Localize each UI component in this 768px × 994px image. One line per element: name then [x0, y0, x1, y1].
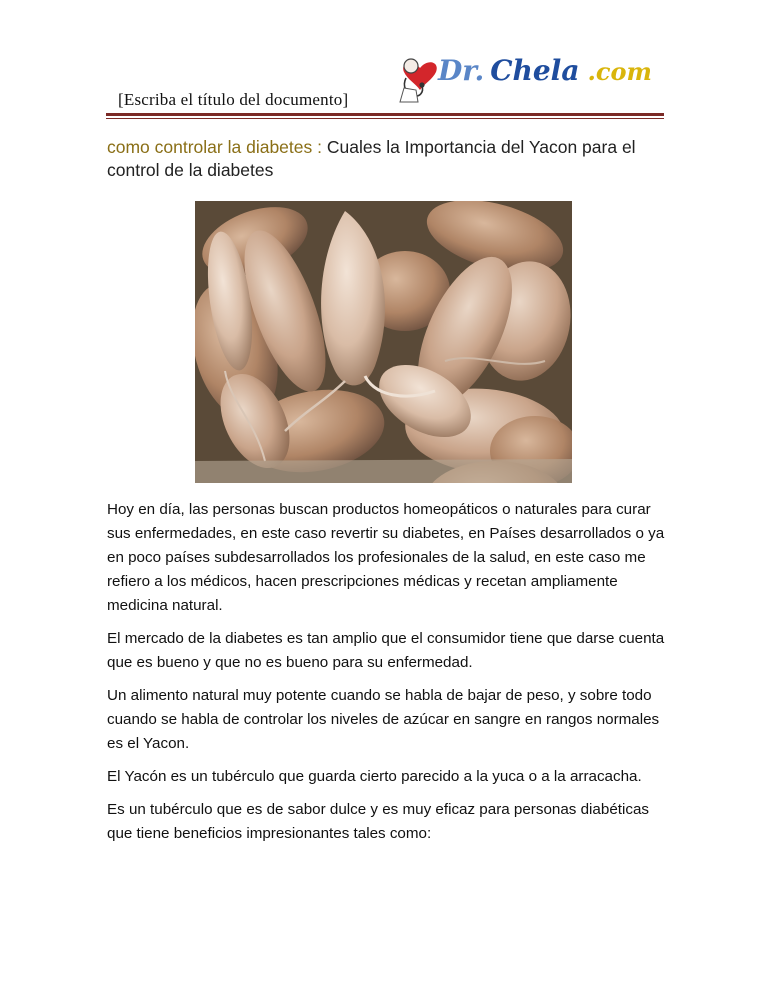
paragraph-4: El Yacón es un tubérculo que guarda cierto parecido a la yuca o a la arracacha.: [107, 768, 642, 785]
doctor-heart-logo-icon: [398, 48, 442, 104]
logo-chela-text: Chela: [490, 54, 580, 87]
logo-com-text: .com: [587, 57, 652, 86]
header-rule-thin: [106, 118, 664, 119]
paragraph-5: Es un tubérculo que es de sabor dulce y es muy eficaz para personas diabéticas que tiene beneficios impresionantes tales como:: [107, 801, 650, 842]
document-title-placeholder[interactable]: [Escriba el título del documento]: [118, 90, 349, 109]
paragraph-3: Un alimento natural muy potente cuando se habla de bajar de peso, y sobre todo cuando se habla de controlar los niveles de azúcar en sangre en rangos normales es el Yacon.: [107, 687, 660, 752]
paragraph-1: Hoy en día, las personas buscan productos homeopáticos o naturales para curar sus enfermedades, en este caso revertir su diabetes, en Países desarrollados o ya en poco países subdesarrollados los profesionales de la salud, en este caso me refiero a los médicos, hacen prescripciones médicas y recetan ampliamente medicina natural.: [107, 501, 665, 614]
yacon-tubers-photo: [195, 201, 572, 483]
dr-chela-logo: [398, 48, 658, 106]
header-rule-thick: [106, 113, 664, 116]
paragraph-2: El mercado de la diabetes es tan amplio que el consumidor tiene que darse cuenta que es bueno y que no es bueno para su enfermedad.: [107, 630, 665, 671]
document-header: [0, 0, 768, 125]
article-heading: [107, 136, 667, 182]
logo-wordmark: [438, 56, 652, 87]
heading-rest: Cuales la Importancia del Yacon para el control de la diabetes: [107, 137, 636, 180]
logo-dr-text: Dr.: [438, 54, 485, 87]
heading-keyword: como controlar la diabetes :: [107, 137, 322, 157]
article-body: [107, 498, 667, 855]
